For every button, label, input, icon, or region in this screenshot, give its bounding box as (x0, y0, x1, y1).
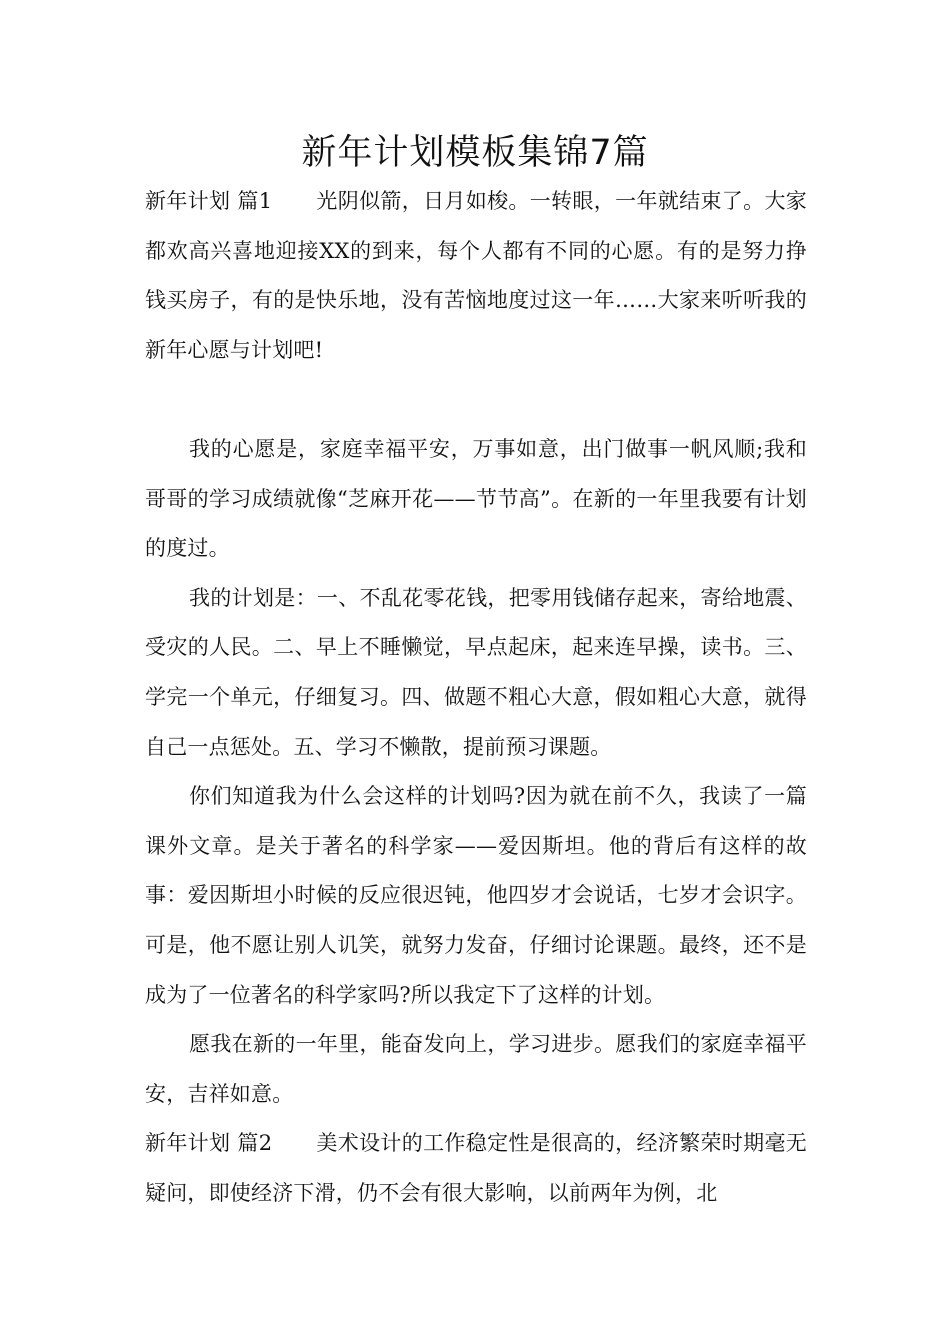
section-1-intro (145, 177, 807, 375)
section-1-label: 新年计划 篇1 (145, 189, 273, 213)
section-1-intro-text: 光阴似箭，日月如梭。一转眼，一年就结束了。大家都欢高兴喜地迎接XX的到来，每个人都有不同的心愿。有的是努力挣钱买房子，有的是快乐地，没有苦恼地度过这一年……大家来听听我的新年心愿与计划吧! (145, 189, 807, 362)
document-body (145, 177, 807, 1218)
document-title: 新年计划模板集锦7篇 (301, 133, 649, 173)
section-1-paragraph-3: 你们知道我为什么会这样的计划吗?因为就在前不久，我读了一篇课外文章。是关于著名的科学家——爱因斯坦。他的背后有这样的故事：爱因斯坦小时候的反应很迟钝，他四岁才会说话，七岁才会识字。可是，他不愿让别人讥笑，就努力发奋，仔细讨论课题。最终，还不是成为了一位著名的科学家吗?所以我定下了这样的计划。 (145, 784, 807, 1007)
section-1-paragraph-4: 愿我在新的一年里，能奋发向上，学习进步。愿我们的家庭幸福平安，吉祥如意。 (145, 1032, 807, 1106)
section-1-paragraph-1: 我的心愿是，家庭幸福平安，万事如意，出门做事一帆风顺;我和哥哥的学习成绩就像“芝麻开花——节节高”。在新的一年里我要有计划的度过。 (145, 436, 807, 561)
section-2-label: 新年计划 篇2 (145, 1131, 273, 1156)
section-2-intro-text: 美术设计的工作稳定性是很高的，经济繁荣时期毫无疑问，即使经济下滑，仍不会有很大影响，以前两年为例，北 (145, 1131, 807, 1205)
paragraph-gap (145, 375, 807, 425)
section-1-paragraph-2: 我的计划是：一、不乱花零花钱，把零用钱储存起来，寄给地震、受灾的人民。二、早上不睡懒觉，早点起床，起来连早操，读书。三、学完一个单元，仔细复习。四、做题不粗心大意，假如粗心大意，就得自己一点惩处。五、学习不懒散，提前预习课题。 (145, 585, 807, 759)
section-2-intro (145, 1119, 807, 1218)
